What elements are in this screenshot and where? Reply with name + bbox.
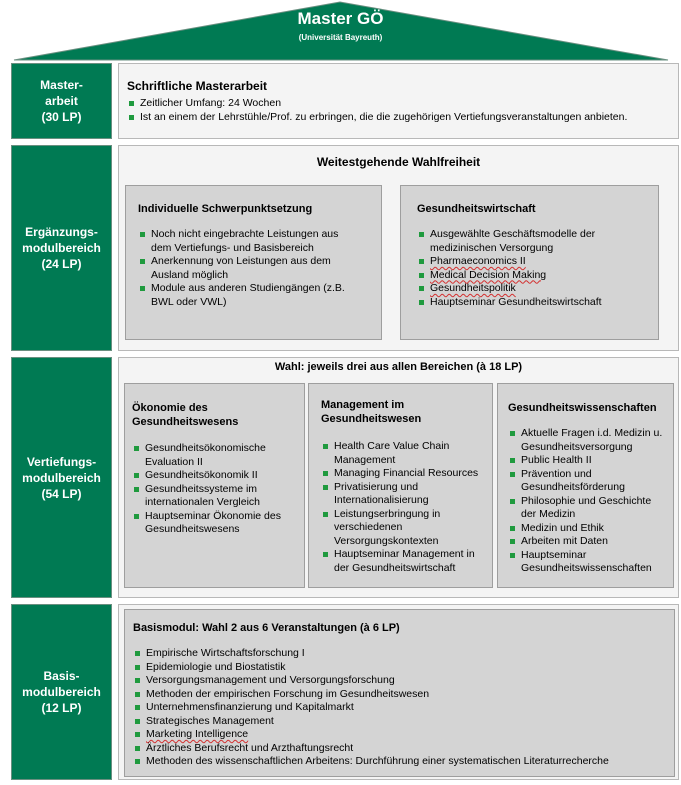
- box-list: [508, 427, 674, 576]
- box-title: Management im Gesundheitswesen: [321, 399, 422, 425]
- box-title: Gesundheitswirtschaft: [417, 203, 536, 215]
- box-gesundheitswirtschaft: [400, 185, 659, 340]
- list-item: Ärztliches Berufsrecht und Arzthaftungsrecht: [133, 742, 673, 756]
- list-item: Gesundheitsökonomische Evaluation II: [132, 442, 304, 469]
- list-item: Zeitlicher Umfang: 24 Wochen: [127, 97, 672, 111]
- box-title: Ökonomie des Gesundheitswesens: [132, 402, 239, 428]
- list-item: Empirische Wirtschaftsforschung I: [133, 647, 673, 661]
- label-vertiefung: Vertiefungs- modulbereich (54 LP): [11, 357, 112, 598]
- list-item: Public Health II: [508, 454, 674, 468]
- box-individuelle-schwerpunktsetzung: [125, 185, 382, 340]
- list-item: Gesundheitssysteme im internationalen Vergleich: [132, 483, 304, 510]
- box-basismodul: [124, 609, 675, 777]
- list-item: Prävention und Gesundheitsförderung: [508, 468, 674, 495]
- box-title: Individuelle Schwerpunktsetzung: [138, 203, 313, 215]
- masterarbeit-list: [127, 97, 672, 124]
- box-title: Gesundheitswissenschaften: [508, 402, 657, 414]
- program-subtitle: (Universität Bayreuth): [298, 33, 383, 42]
- list-item: Module aus anderen Studiengängen (z.B. BWL oder VWL): [138, 282, 378, 309]
- list-item: Medizin und Ethik: [508, 522, 674, 536]
- list-item: Ausgewählte Geschäftsmodelle der medizinischen Versorgung: [417, 228, 655, 255]
- list-item: Hauptseminar Gesundheitswirtschaft: [417, 296, 655, 310]
- list-item: [417, 255, 655, 269]
- list-item: [133, 728, 673, 742]
- list-item: Managing Financial Resources: [321, 467, 493, 481]
- list-item: Health Care Value Chain Management: [321, 440, 493, 467]
- list-item: Philosophie und Geschichte der Medizin: [508, 495, 674, 522]
- label-ergaenzung: Ergänzungs- modulbereich (24 LP): [11, 145, 112, 351]
- panel-vertiefung: [118, 357, 679, 598]
- list-item: Methoden des wissenschaftlichen Arbeitens: Durchführung einer systematischen Literaturrecherche: [133, 755, 673, 769]
- program-title: Master GÖ: [297, 9, 384, 28]
- list-item: Noch nicht eingebrachte Leistungen aus dem Vertiefungs- und Basisbereich: [138, 228, 378, 255]
- list-item: Hauptseminar Ökonomie des Gesundheitswesens: [132, 510, 304, 537]
- box-list: [417, 228, 655, 309]
- vertiefung-heading: Wahl: jeweils drei aus allen Bereichen (à 18 LP): [274, 361, 523, 373]
- box-oekonomie: [124, 383, 305, 588]
- panel-masterarbeit: [118, 63, 679, 139]
- box-list: [132, 442, 304, 537]
- list-item: Privatisierung und Internationalisierung: [321, 481, 493, 508]
- list-item: Arbeiten mit Daten: [508, 535, 674, 549]
- list-item: Versorgungsmanagement und Versorgungsforschung: [133, 674, 673, 688]
- panel-basis: [118, 604, 679, 780]
- panel-ergaenzung: [118, 145, 679, 351]
- ergaenzung-heading: Weitestgehende Wahlfreiheit: [316, 155, 481, 169]
- list-item: Gesundheitsökonomik II: [132, 469, 304, 483]
- box-management: [308, 383, 493, 588]
- list-item: [417, 269, 655, 283]
- label-basis: Basis- modulbereich (12 LP): [11, 604, 112, 780]
- box-list: [138, 228, 378, 309]
- box-list: [133, 647, 673, 769]
- list-item-text: Pharmaeconomics II: [430, 255, 526, 267]
- box-title: Basismodul: Wahl 2 aus 6 Veranstaltungen (à 6 LP): [133, 622, 400, 634]
- list-item: Hauptseminar Gesundheitswissenschaften: [508, 549, 674, 576]
- list-item: [417, 282, 655, 296]
- box-list: [321, 440, 493, 575]
- list-item: Methoden der empirischen Forschung im Gesundheitswesen: [133, 688, 673, 702]
- list-item-text: Medical Decision Making: [430, 268, 547, 281]
- list-item: Aktuelle Fragen i.d. Medizin u. Gesundheitsversorgung: [508, 427, 674, 454]
- list-item: Epidemiologie und Biostatistik: [133, 661, 673, 675]
- label-masterarbeit: Master- arbeit (30 LP): [11, 63, 112, 139]
- list-item-text: Gesundheitspolitik: [430, 282, 516, 294]
- box-gesundheitswissenschaften: [497, 383, 674, 588]
- list-item: Leistungserbringung in verschiedenen Versorgungskontexten: [321, 508, 493, 549]
- masterarbeit-title: Schriftliche Masterarbeit: [127, 79, 268, 93]
- list-item: Strategisches Management: [133, 715, 673, 729]
- list-item: Ist an einem der Lehrstühle/Prof. zu erbringen, die die zugehörigen Vertiefungsveranstaltungen anbieten.: [127, 111, 672, 125]
- list-item: Hauptseminar Management in der Gesundheitswirtschaft: [321, 548, 493, 575]
- list-item: Anerkennung von Leistungen aus dem Ausland möglich: [138, 255, 378, 282]
- list-item-text: Marketing Intelligence: [146, 728, 249, 740]
- list-item: Unternehmensfinanzierung und Kapitalmarkt: [133, 701, 673, 715]
